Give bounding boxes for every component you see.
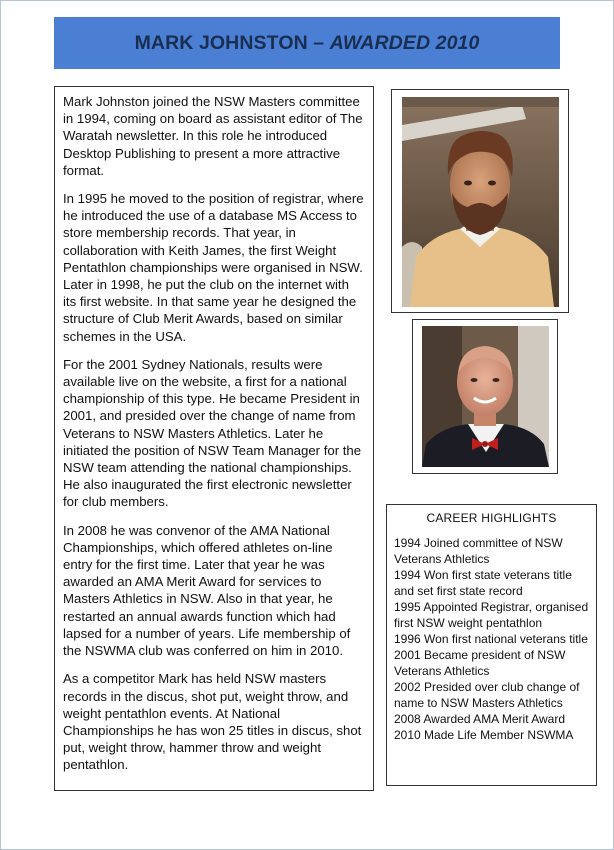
page-title bbox=[54, 17, 560, 69]
career-highlight-item: 1994 Won first state veterans title and set first state record bbox=[394, 568, 572, 598]
career-highlight-item: 2008 Awarded AMA Merit Award bbox=[394, 712, 565, 726]
career-highlight-item: 1995 Appointed Registrar, organised first NSW weight pentathlon bbox=[394, 600, 589, 630]
career-highlight-item: 1994 Joined committee of NSW Veterans Athletics bbox=[394, 536, 563, 566]
bio-paragraph: In 1995 he moved to the position of registrar, where he introduced the use of a database MS Access to store membership records. That year, in collaboration with Keith James, the first Weight Pentathlon championships were organised in NSW. Later in 1998, he put the club on the internet with its first website. In that same year he designed the structure of Club Merit Awards, based on similar schemes in the USA. bbox=[63, 191, 364, 344]
career-highlights-box bbox=[386, 504, 597, 786]
title-separator: – bbox=[307, 31, 330, 54]
bio-paragraph: As a competitor Mark has held NSW masters records in the discus, shot put, weight throw, and weight pentathlon events. At National Championships he has won 25 titles in discus, shot put, weight throw, hammer throw and weight pentathlon. bbox=[63, 671, 362, 773]
older-portrait-photo bbox=[412, 319, 558, 474]
young-portrait-photo bbox=[391, 89, 569, 313]
title-award: AWARDED 2010 bbox=[329, 31, 480, 54]
career-highlights-title: CAREER HIGHLIGHTS bbox=[426, 511, 557, 525]
bio-paragraph: Mark Johnston joined the NSW Masters committee in 1994, coming on board as assistant editor of The Waratah newsletter. In this role he introduced Desktop Publishing to present a more attractive format. bbox=[63, 94, 363, 178]
biography-box bbox=[54, 86, 374, 791]
older-portrait-image bbox=[422, 326, 549, 467]
career-highlight-item: 1996 Won first national veterans title bbox=[394, 632, 588, 646]
bio-paragraph: In 2008 he was convenor of the AMA National Championships, which offered athletes on-line entry for the first time. Later that year he was awarded an AMA Merit Award for services to Masters Athletics in NSW. Also in that year, he restarted an annual awards function which had lapsed for a number of years. Life membership of the NSWMA club was conferred on him in 2010. bbox=[63, 522, 351, 659]
bio-paragraph: For the 2001 Sydney Nationals, results were available live on the website, a first for a national championship of this type. He became President in 2001, and presided over the change of name from Veterans to NSW Masters Athletics. Later he initiated the position of NSW Team Manager for the NSW team attending the national championships. He also inaugurated the first electronic newsletter for club members. bbox=[63, 356, 362, 510]
career-highlight-item: 2002 Presided over club change of name to NSW Masters Athletics bbox=[394, 680, 580, 710]
career-highlight-item: 2001 Became president of NSW Veterans Athletics bbox=[394, 648, 566, 678]
career-highlight-item: 2010 Made Life Member NSWMA bbox=[394, 728, 574, 742]
title-name: MARK JOHNSTON bbox=[134, 31, 308, 54]
young-portrait-image bbox=[402, 97, 559, 307]
